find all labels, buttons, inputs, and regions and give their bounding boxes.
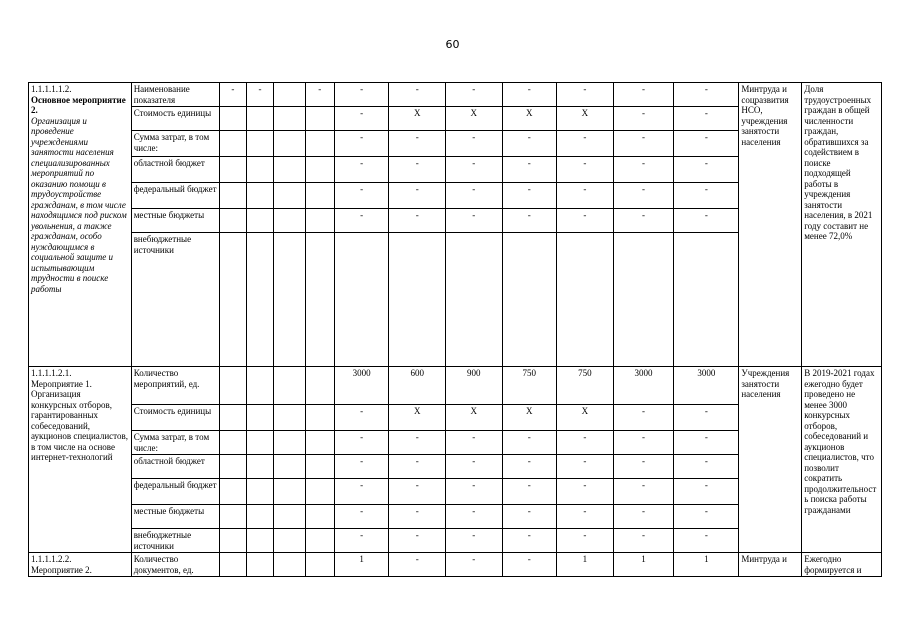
value-cell: - <box>334 157 388 183</box>
value-cell: 900 <box>445 367 502 405</box>
value-cell <box>389 233 446 367</box>
indicator-cell: Сумма затрат, в том числе: <box>131 431 219 455</box>
pre-value-cell <box>219 529 246 553</box>
value-cell: - <box>557 83 614 107</box>
value-cell: - <box>502 505 556 529</box>
value-cell: - <box>674 107 739 131</box>
value-cell: - <box>445 183 502 209</box>
value-cell: - <box>389 183 446 209</box>
pre-value-cell <box>274 405 305 431</box>
value-cell: - <box>334 479 388 505</box>
value-cell: - <box>334 405 388 431</box>
value-cell: - <box>674 431 739 455</box>
value-cell: X <box>557 107 614 131</box>
table-row <box>29 367 882 405</box>
pre-value-cell <box>274 367 305 405</box>
value-cell: - <box>334 107 388 131</box>
pre-value-cell <box>305 107 334 131</box>
pre-value-cell <box>274 553 305 577</box>
pre-value-cell <box>246 505 273 529</box>
activity-id: 1.1.1.1.2.2. <box>31 554 72 564</box>
value-cell: - <box>674 183 739 209</box>
value-cell: - <box>674 505 739 529</box>
value-cell: - <box>502 183 556 209</box>
indicator-cell: Количество документов, ед. <box>131 553 219 577</box>
indicator-cell: Стоимость единицы <box>131 107 219 131</box>
value-cell: 1 <box>674 553 739 577</box>
pre-value-cell <box>305 131 334 157</box>
value-cell: 3000 <box>674 367 739 405</box>
value-cell: - <box>557 479 614 505</box>
pre-value-cell <box>274 431 305 455</box>
pre-value-cell <box>246 529 273 553</box>
pre-value-cell <box>246 183 273 209</box>
pre-value-cell <box>274 529 305 553</box>
value-cell: - <box>613 505 674 529</box>
executor-cell: Минтруда и соцразвития НСО, учреждения занятости населения <box>739 83 802 367</box>
pre-value-cell <box>274 83 305 107</box>
value-cell: - <box>445 157 502 183</box>
pre-value-cell <box>219 479 246 505</box>
value-cell: - <box>557 455 614 479</box>
pre-value-cell <box>219 157 246 183</box>
value-cell: - <box>557 131 614 157</box>
indicator-cell: Сумма затрат, в том числе: <box>131 131 219 157</box>
value-cell: - <box>613 209 674 233</box>
value-cell: - <box>445 529 502 553</box>
value-cell <box>502 233 556 367</box>
executor-cell: Учреждения занятости населения <box>739 367 802 553</box>
table-row <box>29 553 882 577</box>
value-cell: - <box>445 479 502 505</box>
pre-value-cell <box>219 405 246 431</box>
pre-value-cell: - <box>246 83 273 107</box>
value-cell: - <box>445 431 502 455</box>
table-row <box>29 83 882 107</box>
value-cell: X <box>389 405 446 431</box>
value-cell: - <box>502 209 556 233</box>
indicator-cell: Наименование показателя <box>131 83 219 107</box>
indicator-cell: областной бюджет <box>131 157 219 183</box>
executor-cell: Минтруда и <box>739 553 802 577</box>
pre-value-cell <box>219 455 246 479</box>
expected-result-cell: В 2019-2021 годах ежегодно будет проведено не менее 3000 конкурсных отборов, собеседований и аукционов специалистов, что позволит сократить продолжительность поиска работы гражданами <box>802 367 882 553</box>
value-cell: - <box>557 157 614 183</box>
value-cell: - <box>613 131 674 157</box>
value-cell: - <box>502 431 556 455</box>
pre-value-cell <box>274 505 305 529</box>
pre-value-cell <box>219 183 246 209</box>
pre-value-cell <box>246 209 273 233</box>
value-cell: - <box>674 455 739 479</box>
value-cell: - <box>557 209 614 233</box>
pre-value-cell <box>219 367 246 405</box>
activity-description: Организация и проведение учреждениями занятости населения специализированных мероприятий по оказанию помощи в трудоустройстве гражданам, в том числе находящимся под риском увольнения, а также гражданам, особо нуждающимся в социальной защите и испытывающим трудности в поиске работы <box>31 115 127 294</box>
pre-value-cell <box>305 505 334 529</box>
value-cell: 750 <box>502 367 556 405</box>
expected-result-cell: Доля трудоустроенных граждан в общей численности граждан, обратившихся за содействием в поиске подходящей работы в учреждения занятости населения, в 2021 году составит не менее 72,0% <box>802 83 882 367</box>
pre-value-cell <box>305 233 334 367</box>
activity-cell <box>29 553 132 577</box>
pre-value-cell <box>246 157 273 183</box>
pre-value-cell <box>274 183 305 209</box>
pre-value-cell <box>219 209 246 233</box>
indicator-cell: Количество мероприятий, ед. <box>131 367 219 405</box>
value-cell: - <box>445 553 502 577</box>
pre-value-cell <box>274 131 305 157</box>
activity-cell <box>29 367 132 553</box>
value-cell: - <box>445 83 502 107</box>
pre-value-cell <box>219 431 246 455</box>
indicator-cell: местные бюджеты <box>131 209 219 233</box>
activity-cell <box>29 83 132 367</box>
pre-value-cell <box>274 209 305 233</box>
pre-value-cell <box>305 157 334 183</box>
activity-id: 1.1.1.1.2.1. <box>31 368 72 378</box>
value-cell: 1 <box>334 553 388 577</box>
value-cell: X <box>389 107 446 131</box>
value-cell: - <box>674 479 739 505</box>
pre-value-cell <box>219 505 246 529</box>
pre-value-cell <box>219 131 246 157</box>
value-cell: 3000 <box>334 367 388 405</box>
pre-value-cell <box>246 233 273 367</box>
pre-value-cell: - <box>305 83 334 107</box>
activity-title: Мероприятие 2. <box>31 564 92 575</box>
value-cell: - <box>389 455 446 479</box>
value-cell: - <box>674 131 739 157</box>
pre-value-cell <box>246 479 273 505</box>
pre-value-cell: - <box>219 83 246 107</box>
value-cell: X <box>445 405 502 431</box>
pre-value-cell <box>305 209 334 233</box>
value-cell: - <box>613 157 674 183</box>
value-cell: - <box>674 529 739 553</box>
indicator-cell: внебюджетные источники <box>131 233 219 367</box>
pre-value-cell <box>305 479 334 505</box>
pre-value-cell <box>219 233 246 367</box>
indicator-cell: внебюджетные источники <box>131 529 219 553</box>
value-cell: - <box>557 183 614 209</box>
value-cell <box>613 233 674 367</box>
activity-title: Основное мероприятие 2. <box>31 94 126 115</box>
value-cell: 1 <box>613 553 674 577</box>
value-cell: - <box>389 553 446 577</box>
value-cell: - <box>334 131 388 157</box>
value-cell: X <box>557 405 614 431</box>
value-cell: - <box>389 505 446 529</box>
value-cell: 1 <box>557 553 614 577</box>
value-cell: - <box>445 209 502 233</box>
value-cell: - <box>502 131 556 157</box>
indicator-cell: Стоимость единицы <box>131 405 219 431</box>
value-cell: - <box>557 529 614 553</box>
pre-value-cell <box>274 107 305 131</box>
pre-value-cell <box>305 455 334 479</box>
indicator-cell: федеральный бюджет <box>131 479 219 505</box>
page-number: 60 <box>445 38 460 51</box>
pre-value-cell <box>305 405 334 431</box>
pre-value-cell <box>246 367 273 405</box>
value-cell: - <box>389 479 446 505</box>
pre-value-cell <box>219 553 246 577</box>
value-cell: - <box>674 209 739 233</box>
value-cell: - <box>389 157 446 183</box>
pre-value-cell <box>219 107 246 131</box>
value-cell: X <box>502 405 556 431</box>
value-cell: - <box>502 529 556 553</box>
indicator-cell: федеральный бюджет <box>131 183 219 209</box>
program-table <box>28 82 882 577</box>
value-cell: - <box>389 431 446 455</box>
activity-title: Мероприятие 1. <box>31 378 92 389</box>
value-cell: - <box>445 131 502 157</box>
value-cell: - <box>613 107 674 131</box>
value-cell: - <box>674 83 739 107</box>
value-cell: X <box>445 107 502 131</box>
pre-value-cell <box>274 479 305 505</box>
value-cell: - <box>334 431 388 455</box>
value-cell: - <box>445 505 502 529</box>
pre-value-cell <box>274 233 305 367</box>
pre-value-cell <box>246 131 273 157</box>
pre-value-cell <box>305 183 334 209</box>
value-cell: - <box>334 83 388 107</box>
value-cell: - <box>445 455 502 479</box>
pre-value-cell <box>246 107 273 131</box>
pre-value-cell <box>274 157 305 183</box>
value-cell <box>674 233 739 367</box>
indicator-cell: областной бюджет <box>131 455 219 479</box>
value-cell: - <box>613 83 674 107</box>
value-cell: - <box>613 405 674 431</box>
pre-value-cell <box>305 529 334 553</box>
value-cell: - <box>674 405 739 431</box>
value-cell: - <box>389 131 446 157</box>
pre-value-cell <box>246 553 273 577</box>
value-cell: - <box>557 431 614 455</box>
pre-value-cell <box>305 553 334 577</box>
value-cell: - <box>557 505 614 529</box>
value-cell: - <box>613 479 674 505</box>
value-cell: - <box>334 183 388 209</box>
pre-value-cell <box>305 367 334 405</box>
pre-value-cell <box>305 431 334 455</box>
value-cell: - <box>502 157 556 183</box>
value-cell: - <box>613 183 674 209</box>
expected-result-cell: Ежегодно формируется и <box>802 553 882 577</box>
value-cell: 3000 <box>613 367 674 405</box>
value-cell: - <box>502 455 556 479</box>
value-cell: - <box>389 209 446 233</box>
value-cell: - <box>334 455 388 479</box>
activity-id: 1.1.1.1.1.2. <box>31 84 72 94</box>
indicator-cell: местные бюджеты <box>131 505 219 529</box>
value-cell: - <box>334 209 388 233</box>
value-cell: 600 <box>389 367 446 405</box>
pre-value-cell <box>246 405 273 431</box>
value-cell <box>334 233 388 367</box>
value-cell <box>557 233 614 367</box>
pre-value-cell <box>274 455 305 479</box>
value-cell: - <box>613 529 674 553</box>
value-cell: - <box>389 529 446 553</box>
value-cell: - <box>674 157 739 183</box>
value-cell <box>445 233 502 367</box>
value-cell: - <box>334 505 388 529</box>
value-cell: X <box>502 107 556 131</box>
value-cell: - <box>334 529 388 553</box>
value-cell: - <box>502 479 556 505</box>
pre-value-cell <box>246 455 273 479</box>
value-cell: 750 <box>557 367 614 405</box>
value-cell: - <box>613 455 674 479</box>
value-cell: - <box>389 83 446 107</box>
value-cell: - <box>613 431 674 455</box>
pre-value-cell <box>246 431 273 455</box>
activity-description: Организация конкурсных отборов, гарантированных собеседований, аукционов специалистов, в том числе на основе интернет-технологий <box>31 389 128 462</box>
value-cell: - <box>502 553 556 577</box>
value-cell: - <box>502 83 556 107</box>
